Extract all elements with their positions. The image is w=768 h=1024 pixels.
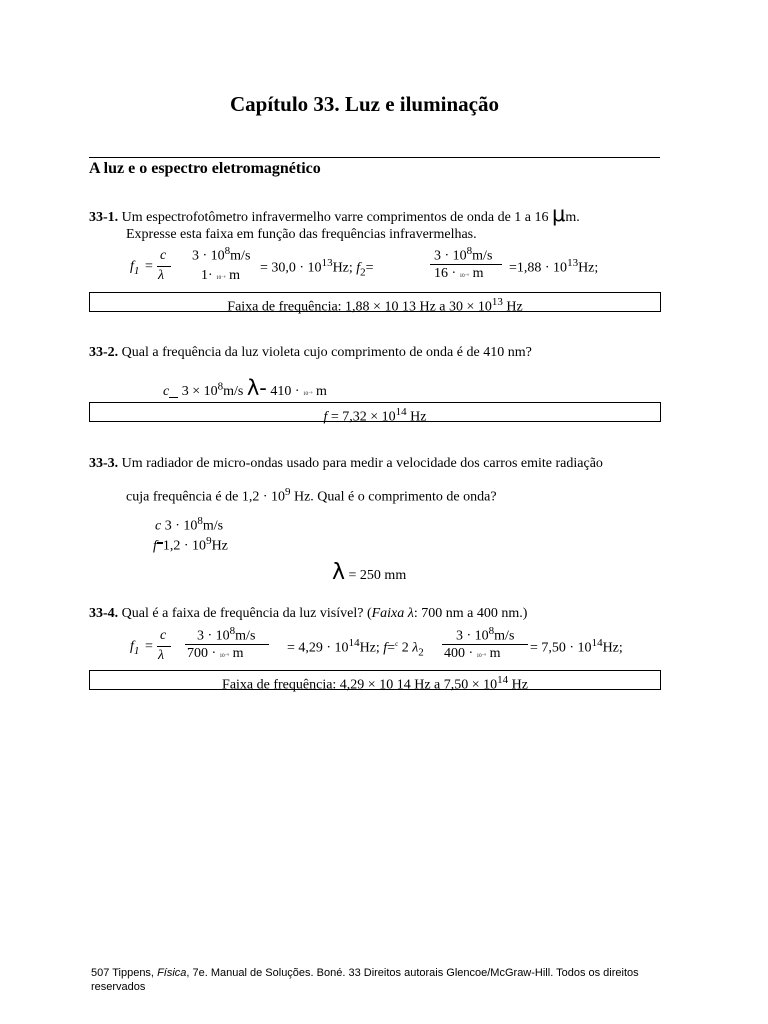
res-unit: Hz;: [332, 260, 353, 276]
problem-33-4-statement: [89, 606, 527, 622]
f-val: 1,2 · 10: [162, 538, 207, 554]
subscript: 1: [133, 644, 140, 657]
frac-line: [157, 646, 171, 647]
den-val: 700 ·: [187, 646, 217, 661]
numerator-1: [197, 625, 255, 645]
res-unit: Hz;: [602, 640, 623, 656]
answer-unit: Hz: [508, 677, 528, 693]
tiny-exp: 10⁻⁹: [476, 654, 487, 659]
exp: 14: [591, 637, 603, 649]
problem-33-3-statement: [89, 456, 603, 472]
f-symbol: f: [356, 260, 361, 276]
equals: =: [387, 640, 396, 656]
f-symbol: f: [130, 639, 134, 654]
tiny-exp: 10⁻⁶: [459, 274, 470, 279]
result-2: [509, 257, 598, 277]
footer-text: , 7e. Manual de Soluções. Boné. 33 Direitos autorais Glencoe/McGraw-Hill. Todos os direitos: [186, 967, 639, 979]
unit: m.: [565, 210, 580, 225]
num-unit: m/s: [235, 628, 256, 644]
problem-text: Qual é a faixa de frequência da luz visível? (: [121, 606, 372, 621]
minus-mark: [169, 389, 178, 398]
problem-33-1-statement: [89, 202, 580, 226]
footer-book-title: Física: [157, 967, 187, 979]
num-unit: m/s: [230, 248, 251, 264]
lambda-symbol: λ: [332, 560, 346, 585]
answer-box-33-4: [89, 670, 661, 693]
footer-text: 507 Tippens,: [91, 967, 158, 979]
section-rule: [89, 157, 660, 158]
problem-text: Qual a frequência da luz violeta cujo comprimento de onda é de 410 nm?: [121, 345, 532, 360]
exp: 13: [567, 257, 579, 269]
given-f: [153, 535, 228, 555]
lambda-symbol: λ: [412, 640, 419, 656]
num-unit: m/s: [494, 628, 515, 644]
den-unit: m: [489, 646, 501, 661]
result-value: = 250 mm: [348, 568, 407, 583]
frac-c: c: [160, 628, 167, 643]
exp: 9: [206, 535, 212, 547]
den-unit: m: [472, 266, 484, 281]
problem-33-2-statement: [89, 345, 532, 361]
numerator-2: [456, 625, 514, 645]
exp: 14: [348, 637, 360, 649]
f-unit: Hz: [211, 538, 228, 554]
answer-unit: Hz: [406, 409, 427, 425]
exp: 14: [395, 406, 407, 418]
num-val: 3 · 10: [456, 628, 489, 644]
res-unit: Hz;: [578, 260, 599, 276]
frac-lambda: λ: [158, 648, 165, 663]
denominator-2: [444, 646, 500, 662]
frac-line-2: [442, 644, 528, 645]
exp: 8: [224, 245, 231, 257]
exp: 8: [217, 380, 224, 393]
problem-number: 33-3.: [89, 456, 119, 471]
equals: =: [145, 639, 153, 654]
c-unit: m/s: [202, 518, 224, 534]
res-val: = 4,29 · 10: [287, 640, 349, 656]
frac-lambda: λ: [158, 268, 165, 283]
equals: =: [365, 260, 374, 276]
frac-c: c: [160, 248, 167, 263]
formula-f1: [130, 639, 139, 657]
frac-line-1: [185, 644, 269, 645]
answer-box-33-1: [89, 292, 661, 315]
problem-33-1-line2: Expresse esta faixa em função das frequências infravermelhas.: [126, 227, 477, 242]
frac-line: [157, 266, 171, 267]
mu-symbol: μ: [552, 202, 566, 226]
den-val: 400 ·: [444, 646, 474, 661]
den-val: 1·: [201, 268, 213, 283]
res-val: = 7,50 · 10: [530, 640, 592, 656]
answer-text: Faixa de frequência: 4,29 × 10 14 Hz a 7,50 × 10: [222, 677, 498, 693]
den-val: 16 ·: [434, 266, 457, 281]
exp: 8: [229, 625, 236, 637]
subscript: 2: [418, 646, 424, 659]
c-val: 3 · 10: [164, 518, 198, 534]
problem-number: 33-1.: [89, 210, 119, 225]
frac-line-2: [430, 264, 502, 265]
exp: 13: [491, 296, 503, 308]
den-unit: m: [232, 646, 244, 661]
lambda-unit: m: [315, 384, 327, 399]
subscript: 1: [133, 264, 140, 277]
problem-number: 33-2.: [89, 345, 119, 360]
f-symbol: f: [383, 640, 388, 656]
page-title: Capítulo 33. Luz e iluminação: [230, 92, 499, 116]
subscript: 2: [360, 266, 366, 279]
num-val: 3 · 10: [192, 248, 225, 264]
problem-text: Um radiador de micro-ondas usado para medir a velocidade dos carros emite radiação: [121, 456, 603, 471]
c-symbol: c: [163, 384, 170, 399]
f-symbol: f: [153, 538, 157, 554]
two: 2: [401, 640, 409, 656]
result-2: [530, 637, 623, 657]
denominator-1: [201, 268, 240, 284]
answer-text: Faixa de frequência: 1,88 × 10 13 Hz a 30 × 10: [227, 299, 492, 315]
numerator-1: [192, 245, 250, 265]
text: Hz. Qual é o comprimento de onda?: [290, 489, 497, 505]
f-symbol: f: [323, 409, 328, 425]
exp: 13: [321, 257, 333, 269]
tiny-exp: 10⁻⁹: [303, 392, 313, 397]
num-val: 3 · 10: [197, 628, 230, 644]
problem-number: 33-4.: [89, 606, 119, 621]
problem-text: : 700 nm a 400 nm.): [413, 606, 528, 621]
result-1: [260, 257, 374, 278]
formula-f1: [130, 259, 139, 277]
exp: 9: [284, 486, 291, 498]
exp: 14: [497, 674, 509, 686]
den-unit: m: [229, 268, 240, 283]
c-mini: c: [395, 640, 399, 648]
text: cuja frequência é de 1,2 · 10: [126, 489, 285, 505]
c-val: 3 × 10: [181, 384, 218, 399]
num-unit: m/s: [472, 248, 493, 264]
tiny-exp: 10⁻⁹: [219, 654, 230, 659]
numerator-2: [434, 245, 492, 265]
section-heading: A luz e o espectro eletromagnético: [89, 160, 321, 177]
formula-33-2: [163, 376, 327, 400]
c-unit: m/s: [223, 384, 244, 399]
c-symbol: c: [155, 518, 162, 534]
res-unit: Hz;: [359, 640, 380, 656]
exp: 8: [197, 515, 203, 527]
result-33-3: [332, 560, 406, 585]
answer-text: = 7,32 × 10: [327, 409, 396, 425]
equals: =: [145, 259, 153, 274]
lambda-val: 410 ·: [270, 384, 300, 399]
problem-33-3-line2: [126, 486, 497, 506]
tiny-exp: 10⁻⁶: [216, 276, 226, 281]
footer-line-1: [91, 966, 639, 980]
exp: 8: [466, 245, 473, 257]
answer-box-33-2: [89, 402, 661, 425]
given-c: [155, 515, 223, 535]
answer-unit: Hz: [502, 299, 523, 315]
footer-line-2: reservados: [91, 981, 146, 993]
result-1: [287, 637, 424, 658]
num-val: 3 · 10: [434, 248, 467, 264]
res-val: =1,88 · 10: [509, 260, 568, 276]
res-val: = 30,0 · 10: [260, 260, 322, 276]
exp: 8: [488, 625, 495, 637]
denominator-2: [434, 266, 483, 282]
page-footer: [91, 966, 639, 994]
f-symbol: f: [130, 259, 134, 274]
denominator-1: [187, 646, 243, 662]
problem-text-italic: Faixa λ: [371, 606, 414, 621]
problem-text: Um espectrofotômetro infravermelho varre comprimentos de onda de 1 a 16: [121, 210, 549, 225]
lambda-symbol: λ-: [246, 376, 267, 400]
